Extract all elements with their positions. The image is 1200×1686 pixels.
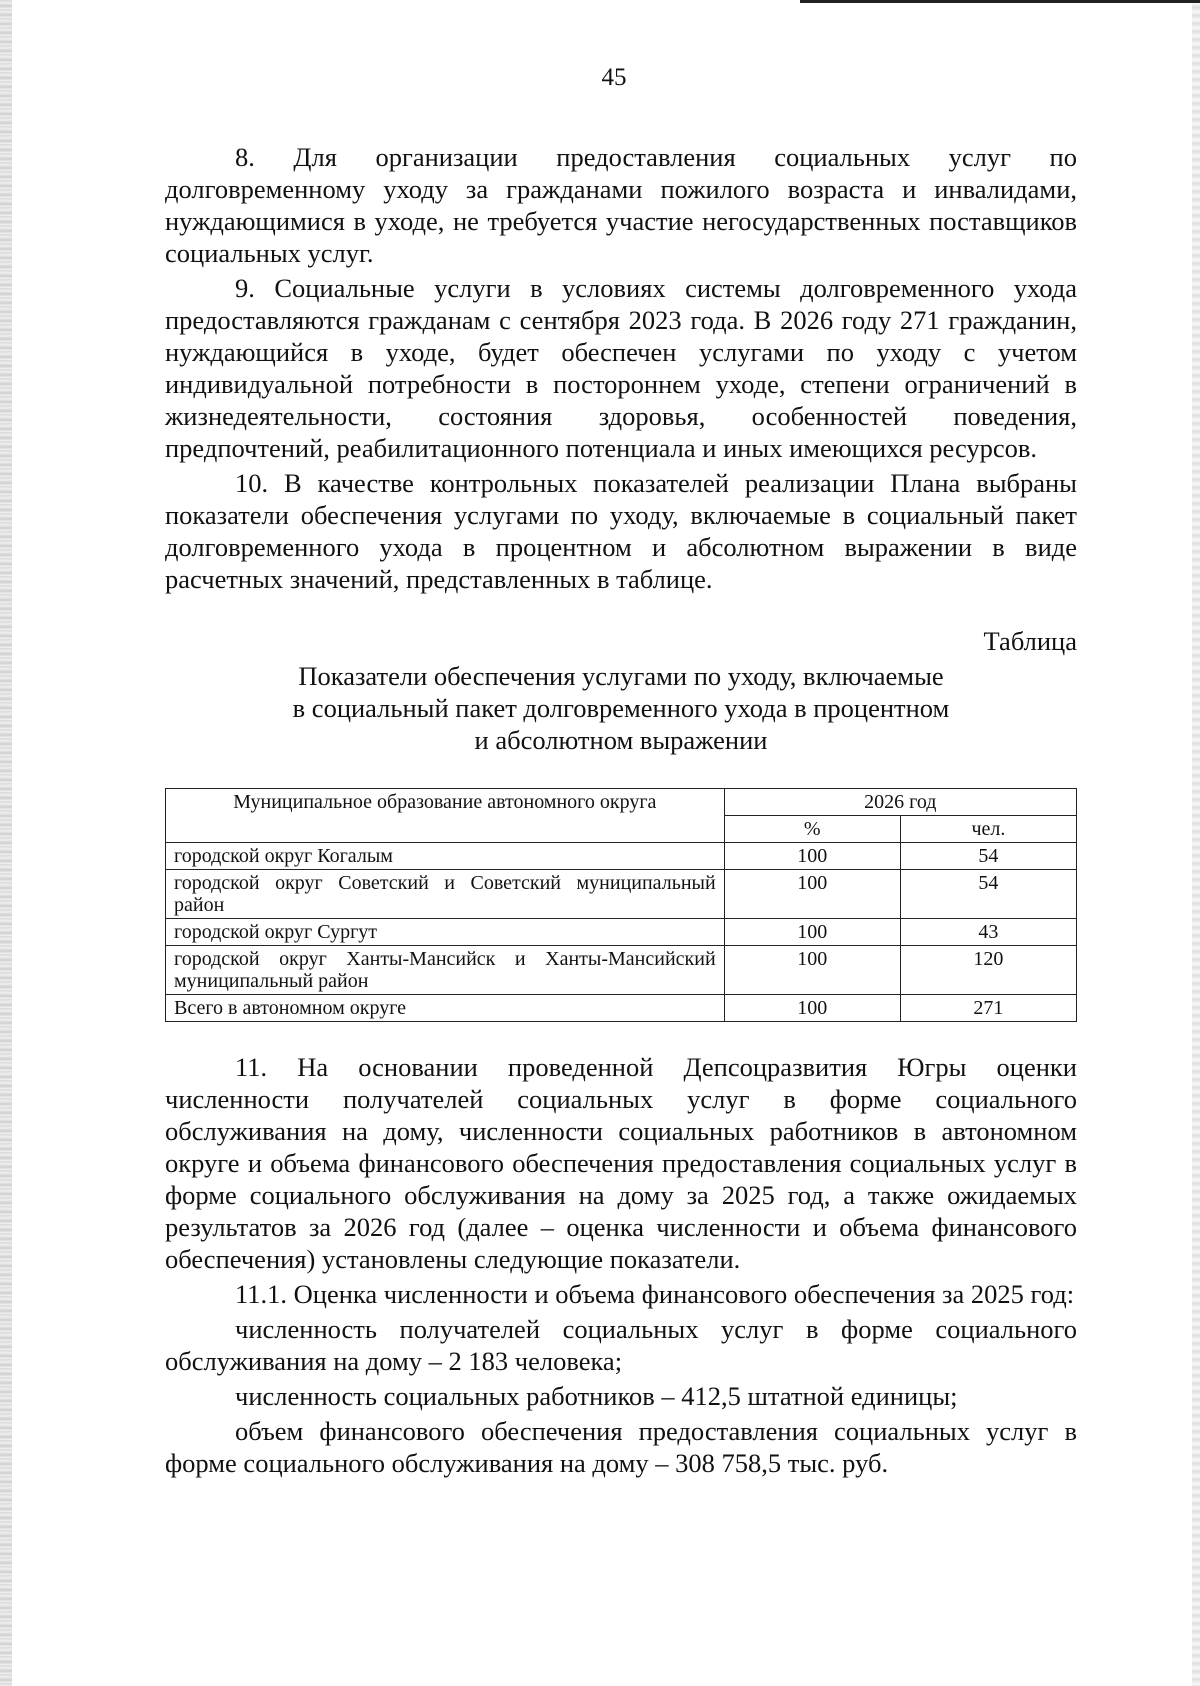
- table-title: [165, 660, 1077, 756]
- table-title-line-3: и абсолютном выражении: [474, 725, 768, 755]
- table-header-row: [166, 789, 1077, 816]
- row-name: городской округ Ханты-Мансийск и Ханты-Мансийский муниципальный район: [166, 946, 725, 995]
- table-row: [166, 843, 1077, 870]
- scan-edge-left: [0, 0, 12, 1686]
- row-people: 120: [900, 946, 1076, 995]
- scan-edge-right: [1192, 0, 1200, 1686]
- row-people: 54: [900, 870, 1076, 919]
- paragraph-8: 8. Для организации предоставления социальных услуг по долговременному уходу за гражданами пожилого возраста и инвалидами, нуждающимися в уходе, не требуется участие негосударственных поставщиков социальных услуг.: [165, 142, 1077, 268]
- paragraph-9: 9. Социальные услуги в условиях системы долговременного ухода предоставляются гражданам с сентября 2023 года. В 2026 году 271 гражданин, нуждающийся в уходе, будет обеспечен услугами по уходу с учетом индивидуальной потребности в постороннем уходе, степени ограничений в жизнедеятельности, состояния здоровья, особенностей поведения, предпочтений, реабилитационного потенциала и иных имеющихся ресурсов.: [165, 273, 1077, 463]
- paragraph-11: 11. На основании проведенной Депсоцразвития Югры оценки численности получателей социальных услуг в форме социального обслуживания на дому, численности социальных работников в автономном округе и объема финансового обеспечения предоставления социальных услуг в форме социального обслуживания на дому за 2025 год, а также ожидаемых результатов за 2026 год (далее – оценка численности и объема финансового обеспечения) установлены следующие показатели.: [165, 1052, 1077, 1274]
- financing-volume-line: объем финансового обеспечения предоставления социальных услуг в форме социального обслуживания на дому – 308 758,5 тыс. руб.: [165, 1416, 1077, 1478]
- paragraph-10: 10. В качестве контрольных показателей реализации Плана выбраны показатели обеспечения услугами по уходу, включаемые в социальный пакет долговременного ухода в процентном и абсолютном выражении в виде расчетных значений, представленных в таблице.: [165, 468, 1077, 594]
- paragraph-11-1: 11.1. Оценка численности и объема финансового обеспечения за 2025 год:: [235, 1279, 1075, 1309]
- header-people: чел.: [900, 816, 1076, 843]
- row-name: городской округ Советский и Советский муниципальный район: [166, 870, 725, 919]
- recipients-count-line: численность получателей социальных услуг в форме социального обслуживания на дому – 2 183 человека;: [165, 1314, 1077, 1376]
- row-people: 43: [900, 919, 1076, 946]
- social-workers-line: численность социальных работников – 412,5 штатной единицы;: [235, 1381, 958, 1411]
- document-page: [165, 62, 1077, 1482]
- row-percent: 100: [724, 919, 900, 946]
- row-name: городской округ Когалым: [166, 843, 725, 870]
- row-percent: 100: [724, 870, 900, 919]
- row-name: Всего в автономном округе: [166, 995, 725, 1022]
- page-number: 45: [601, 64, 627, 91]
- table-title-line-1: Показатели обеспечения услугами по уходу, включаемые: [298, 661, 944, 691]
- table-title-line-2: в социальный пакет долговременного ухода в процентном: [292, 693, 950, 723]
- row-percent: 100: [724, 843, 900, 870]
- table-row: [166, 919, 1077, 946]
- row-people: 54: [900, 843, 1076, 870]
- row-name: городской округ Сургут: [166, 919, 725, 946]
- scan-top-line: [800, 0, 1200, 3]
- table-label: Таблица: [983, 626, 1077, 656]
- header-municipality: Муниципальное образование автономного округа: [166, 789, 725, 843]
- table-row: [166, 946, 1077, 995]
- row-percent: 100: [724, 946, 900, 995]
- table-row: [166, 870, 1077, 919]
- header-percent: %: [724, 816, 900, 843]
- row-percent: 100: [724, 995, 900, 1022]
- header-year: 2026 год: [724, 789, 1076, 816]
- section-11: [165, 1051, 1077, 1479]
- table-row-total: [166, 995, 1077, 1022]
- row-people: 271: [900, 995, 1076, 1022]
- indicators-table: [165, 788, 1077, 1022]
